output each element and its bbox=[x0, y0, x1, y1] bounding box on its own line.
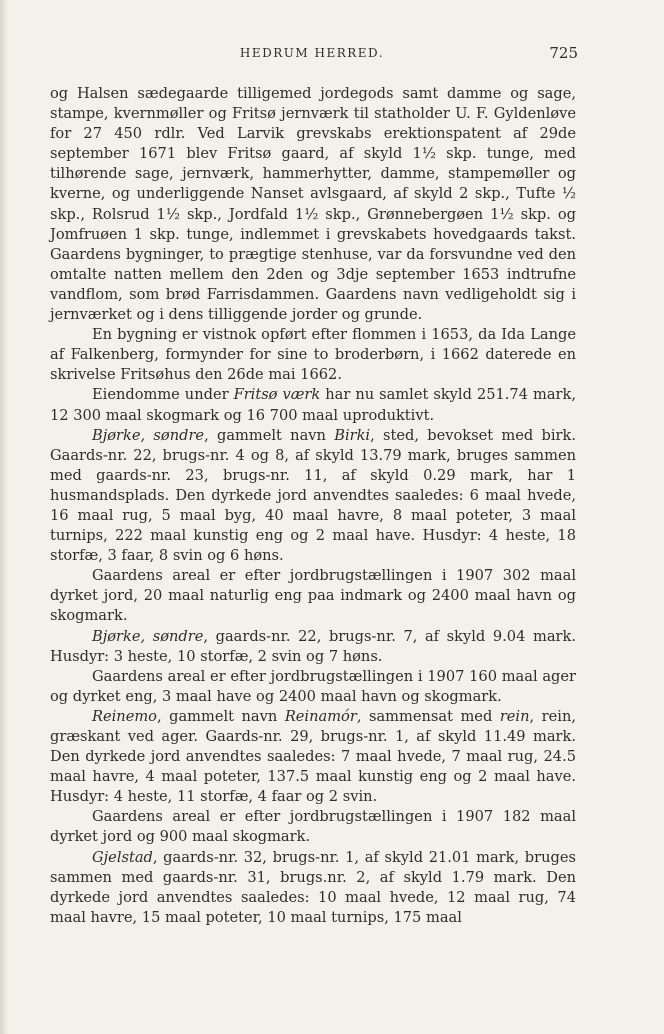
text-segment: , gaards-nr. 32, brugs-nr. 1, af skyld 21.01 mark, bruges sammen med gaards-nr. 31, brugs.nr. 2, af skyld 1.79 mark. Den dyrkede jord anvendtes saaledes: 10 maal hvede, 12 maal rug, 74 maal havre, 15 maal poteter, 10 maal turnips, 175 maal bbox=[50, 848, 576, 926]
italic-term: Reinamór bbox=[284, 707, 357, 725]
page-spine-shadow bbox=[0, 0, 8, 1034]
text-segment: En bygning er vistnok opført efter flommen i 1653, da Ida Lange af Falkenberg, formynder for sine to broderbørn, i 1662 daterede en skrivelse Fritsøhus den 26de mai 1662. bbox=[50, 326, 576, 384]
paragraph bbox=[50, 385, 576, 425]
text-segment: Gaardens areal er efter jordbrugstællingen i 1907 182 maal dyrket jord og 900 maal skogmark. bbox=[50, 808, 576, 846]
paragraph bbox=[50, 667, 576, 707]
paragraph bbox=[50, 325, 576, 385]
paragraph bbox=[50, 566, 576, 626]
text-segment: , gammelt navn bbox=[156, 707, 285, 725]
text-segment: Eiendomme under bbox=[92, 386, 234, 404]
paragraph bbox=[50, 848, 576, 928]
italic-term: Reinemo bbox=[92, 707, 157, 725]
page-header bbox=[50, 44, 578, 66]
paragraph bbox=[50, 84, 576, 325]
italic-term: rein bbox=[499, 707, 530, 725]
text-segment: har nu samlet skyld 251.74 mark, 12 300 maal skogmark og 16 700 maal uproduktivt. bbox=[50, 386, 576, 424]
italic-term: Fritsø værk bbox=[233, 386, 321, 404]
text-segment: Gaardens areal er efter jordbrugstællingen i 1907 302 maal dyrket jord, 20 maal naturlig eng paa indmark og 2400 maal havn og skogmark. bbox=[50, 567, 576, 625]
text-segment: Gaardens areal er efter jordbrugstællingen i 1907 160 maal ager og dyrket eng, 3 maal have og 2400 maal havn og skogmark. bbox=[50, 667, 576, 705]
paragraph bbox=[50, 707, 576, 807]
body-text bbox=[50, 84, 576, 928]
text-segment: , sammensat med bbox=[356, 707, 500, 725]
paragraph bbox=[50, 426, 576, 567]
text-segment: og Halsen sædegaarde tilligemed jordegods samt damme og sage, stampe, kvernmøller og Fritsø jernværk til statholder U. F. Gyldenløve for 27 450 rdlr. Ved Larvik grevskabs erektionspatent af 29de september 1671 blev Fritsø gaard, af skyld 1½ skp. tunge, med tilhørende sage, jernværk, hammerhytter, damme, stampemøller og kverne, og underliggende Nanset avlsgaard, af skyld 2 skp., Tufte ½ skp., Rolsrud 1½ skp., Jordfald 1½ skp., Grønnebergøen 1½ skp. og Jomfruøen 1 skp. tunge, indlemmet i grevskabets hovedgaards takst. Gaardens bygninger, to prægtige stenhuse, var da forsvundne ved den omtalte natten mellem den 2den og 3dje september 1653 indtrufne vandflom, som brød Farrisdammen. Gaardens navn vedligeholdt sig i jernværket og i dens tilliggende jorder og grunde. bbox=[50, 85, 576, 324]
paragraph bbox=[50, 807, 576, 847]
italic-term: Bjørke, søndre bbox=[92, 627, 204, 645]
italic-term: Gjelstad bbox=[92, 848, 153, 866]
text-segment: , gaards-nr. 22, brugs-nr. 7, af skyld 9.04 mark. Husdyr: 3 heste, 10 storfæ, 2 svin og 7 høns. bbox=[50, 627, 576, 665]
page-number: 725 bbox=[549, 44, 578, 62]
italic-term: Bjørke, søndre bbox=[92, 426, 205, 444]
text-segment: , rein, græskant ved ager. Gaards-nr. 29, brugs-nr. 1, af skyld 11.49 mark. Den dyrkede jord anvendtes saaledes: 7 maal hvede, 7 maal rug, 24.5 maal havre, 4 maal poteter, 137.5 maal kunstig eng og 2 maal have. Husdyr: 4 heste, 11 storfæ, 4 faar og 2 svin. bbox=[50, 707, 576, 806]
text-segment: , gammelt navn bbox=[204, 426, 335, 444]
text-segment: , sted, bevokset med birk. Gaards-nr. 22, brugs-nr. 4 og 8, af skyld 13.79 mark, bruges sammen med gaards-nr. 23, brugs-nr. 11, af skyld 0.29 mark, har 1 husmandsplads. Den dyrkede jord anvendtes saaledes: 6 maal hvede, 16 maal rug, 5 maal byg, 40 maal havre, 8 maal poteter, 3 maal turnips, 222 maal kunstig eng og 2 maal have. Husdyr: 4 heste, 18 storfæ, 3 faar, 8 svin og 6 høns. bbox=[50, 426, 577, 565]
paragraph bbox=[50, 627, 576, 667]
running-head: HEDRUM HERRED. bbox=[239, 46, 385, 60]
italic-term: Birki bbox=[334, 426, 371, 444]
